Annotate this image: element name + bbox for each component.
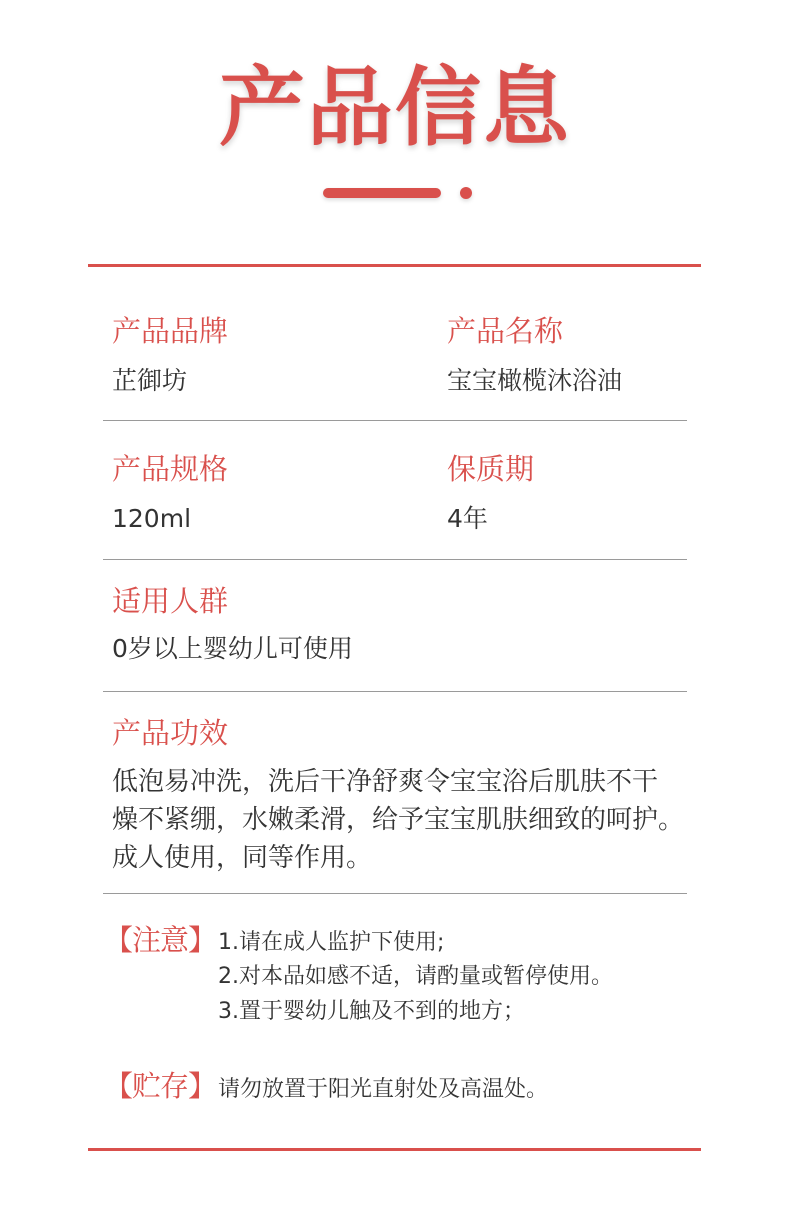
divider-3	[103, 691, 687, 692]
shelf-life-label: 保质期	[447, 452, 535, 486]
audience-value: 0岁以上婴幼儿可使用	[112, 634, 353, 663]
notice-item: 1.请在成人监护下使用;	[218, 930, 445, 955]
spec-value: 120ml	[112, 504, 192, 533]
effect-label: 产品功效	[112, 716, 229, 750]
spec-label: 产品规格	[112, 452, 229, 486]
title-underline-bar	[323, 188, 441, 198]
storage-tag: 【贮存】	[104, 1069, 217, 1103]
title-underline-dot	[460, 187, 472, 199]
effect-description	[112, 763, 712, 877]
notice-item: 3.置于婴幼儿触及不到的地方；	[218, 999, 525, 1024]
page-title: 产品信息	[219, 58, 571, 158]
effect-line: 低泡易冲洗，洗后干净舒爽令宝宝浴后肌肤不干	[112, 767, 659, 797]
brand-label: 产品品牌	[112, 314, 229, 348]
audience-label: 适用人群	[112, 584, 229, 618]
divider-4	[103, 893, 687, 894]
product-name-value: 宝宝橄榄沐浴油	[447, 366, 623, 395]
product-name-label: 产品名称	[447, 314, 564, 348]
effect-line: 成人使用，同等作用。	[112, 843, 373, 873]
notice-tag: 【注意】	[104, 923, 217, 957]
brand-value: 芷御坊	[112, 366, 188, 395]
top-rule	[88, 264, 701, 267]
shelf-life-value: 4年	[447, 504, 488, 533]
effect-line: 燥不紧绷，水嫩柔滑，给予宝宝肌肤细致的呵护。	[112, 805, 685, 835]
divider-2	[103, 559, 687, 560]
storage-text: 请勿放置于阳光直射处及高温处。	[218, 1077, 549, 1102]
notice-item: 2.对本品如感不适，请酌量或暂停使用。	[218, 964, 613, 989]
bottom-rule	[88, 1148, 701, 1151]
divider-1	[103, 420, 687, 421]
